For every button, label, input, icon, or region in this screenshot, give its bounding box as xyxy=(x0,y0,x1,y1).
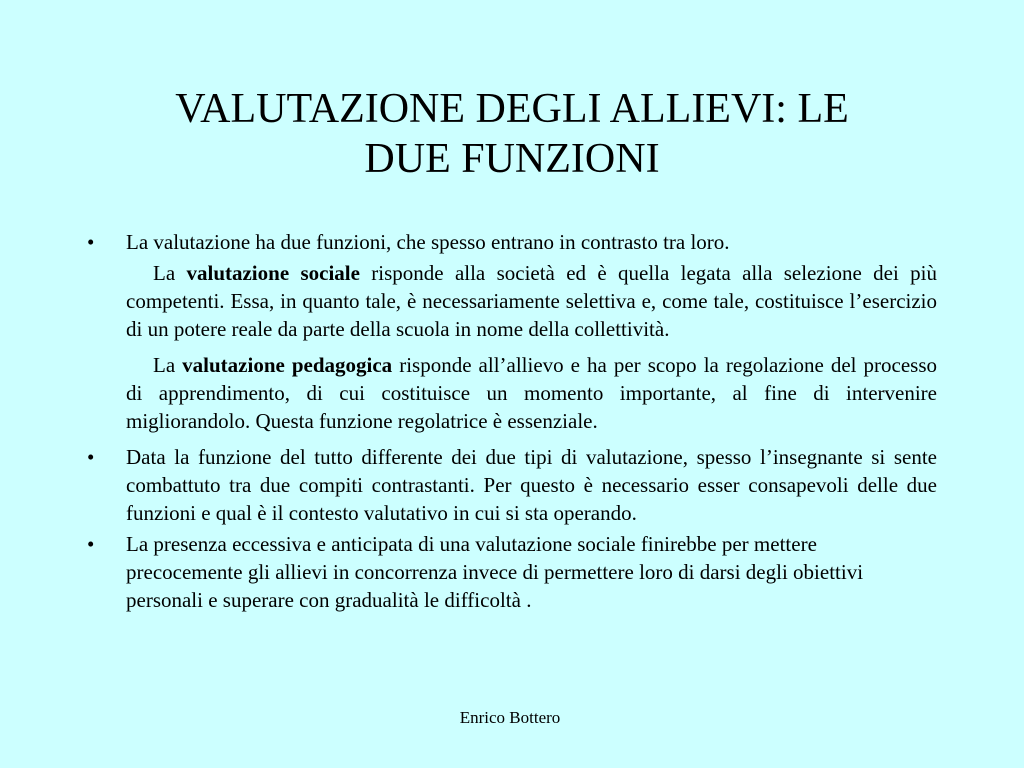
slide-footer xyxy=(0,708,1024,728)
slide-title-line-2: DUE FUNZIONI xyxy=(364,136,660,182)
slide-body xyxy=(85,228,937,617)
bullet-dot: • xyxy=(87,445,95,469)
footer-author: Enrico Bottero xyxy=(459,708,561,727)
sub-paragraph-social xyxy=(85,259,937,343)
bullet-dot: • xyxy=(87,230,95,254)
sub-paragraph-pedagogica xyxy=(85,351,937,435)
bullet-text: Data la funzione del tutto differente dei due tipi di valutazione, spesso l’insegnante si sente combattuto tra due compiti contrastanti. Per questo è necessario esser consapevoli delle due funzioni e qual è il contesto valutativo in cui si sta operando. xyxy=(126,445,937,525)
bullet-item xyxy=(85,228,937,256)
bullet-text: La presenza eccessiva e anticipata di una valutazione sociale finirebbe per mettere precocemente gli allievi in concorrenza invece di permettere loro di darsi degli obiettivi personali e superare con gradualità le difficoltà . xyxy=(126,532,864,612)
slide-title-line-1: VALUTAZIONE DEGLI ALLIEVI: LE xyxy=(175,86,849,132)
bullet-item xyxy=(85,443,937,527)
sub-text: risponde alla società ed è quella legata alla selezione dei più competenti. Essa, in quanto tale, è necessariamente selettiva e, come tale, costituisce l’esercizio di un potere reale da parte della scuola in nome della collettività. xyxy=(126,261,937,341)
term-valutazione-sociale: valutazione sociale xyxy=(186,261,360,285)
bullet-dot: • xyxy=(87,532,95,556)
sub-prefix: La xyxy=(153,353,183,377)
slide-title xyxy=(80,84,944,184)
bullet-item xyxy=(85,530,937,614)
sub-text: risponde all’allievo e ha per scopo la regolazione del processo di apprendimento, di cui costituisce un momento importante, al fine di intervenire migliorandolo. Questa funzione regolatrice è essenziale. xyxy=(126,353,937,433)
sub-prefix: La xyxy=(153,261,187,285)
term-valutazione-pedagogica: valutazione pedagogica xyxy=(182,353,393,377)
bullet-text: La valutazione ha due funzioni, che spesso entrano in contrasto tra loro. xyxy=(126,230,730,254)
